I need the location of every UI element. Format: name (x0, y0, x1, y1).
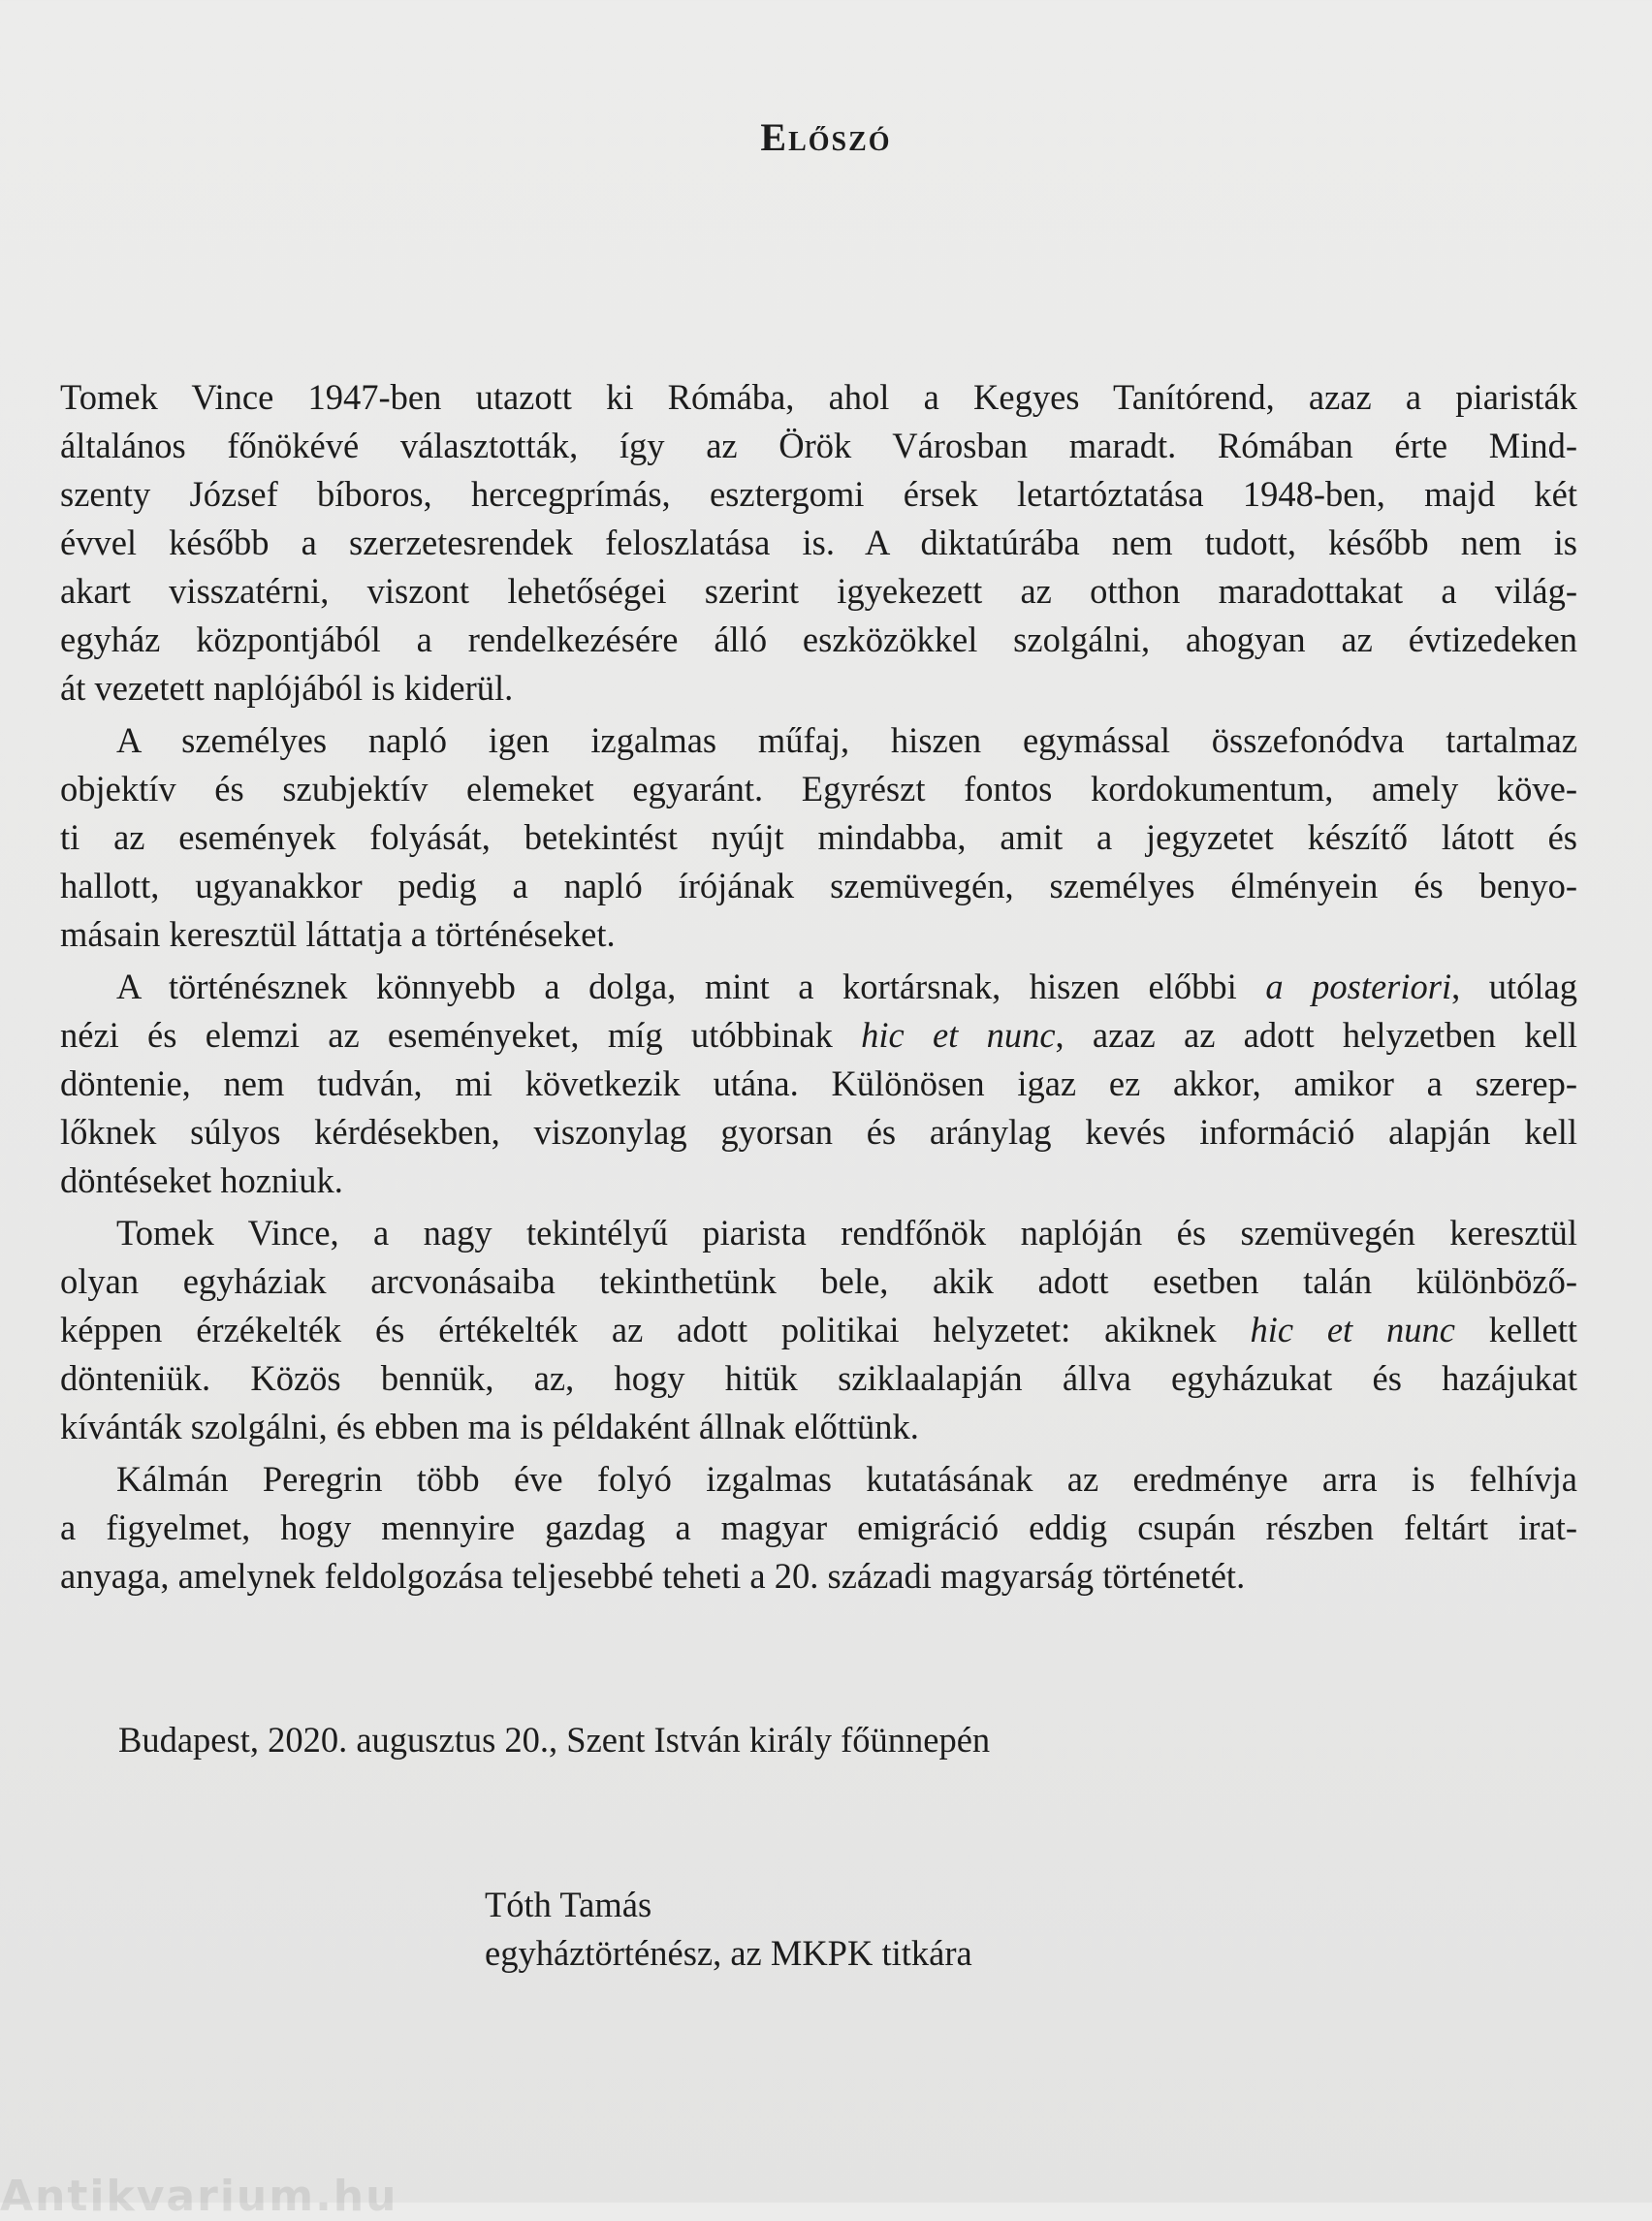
text-line: át vezetett naplójából is kiderül. (60, 668, 514, 708)
page-title: Előszó (760, 115, 892, 159)
paragraph-1 (60, 373, 1577, 713)
text-line: képpen érzékelték és értékelték az adott politikai helyzetet: akiknek hic et nunc kellett (60, 1310, 1578, 1349)
text-line: szenty József bíboros, hercegprímás, esztergomi érsek letartóztatása 1948-ben, majd két (60, 474, 1577, 514)
text-line: A személyes napló igen izgalmas műfaj, hiszen egymással összefonódva tartalmaz (116, 720, 1577, 760)
paragraph-4 (60, 1209, 1577, 1451)
paragraph-3 (60, 963, 1577, 1205)
text-line: anyaga, amelynek feldolgozása teljesebbé teheti a 20. századi magyarság történetét. (60, 1556, 1246, 1596)
text-line: nézi és elemzi az eseményeket, míg utóbbinak hic et nunc, azaz az adott helyzetben kell (60, 1015, 1577, 1055)
text-line: a figyelmet, hogy mennyire gazdag a magyar emigráció eddig csupán részben feltárt irat- (60, 1507, 1577, 1547)
signature-block (485, 1881, 972, 1978)
text-line: Tomek Vince, a nagy tekintélyű piarista rendfőnök naplóján és szemüvegén keresztül (116, 1213, 1577, 1253)
text-line: ti az események folyását, betekintést nyújt mindabba, amit a jegyzetet készítő látott és (60, 817, 1577, 857)
text-line: évvel később a szerzetesrendek feloszlatása is. A diktatúrába nem tudott, később nem is (60, 523, 1577, 562)
author-name: Tóth Tamás (485, 1885, 652, 1924)
author-title: egyháztörténész, az MKPK titkára (485, 1933, 972, 1973)
text-line: dönteniük. Közös bennük, az, hogy hitük sziklaalapján állva egyházukat és hazájukat (60, 1358, 1577, 1398)
paragraph-2 (60, 716, 1577, 959)
latin-phrase: a posteriori (1265, 967, 1452, 1006)
text-line: kívánták szolgálni, és ebben ma is példaként állnak előttünk. (60, 1407, 919, 1446)
text-line: Tomek Vince 1947-ben utazott ki Rómába, ahol a Kegyes Tanítórend, azaz a piaristák (60, 377, 1577, 417)
text-line: egyház központjából a rendelkezésére álló eszközökkel szolgálni, ahogyan az évtizedeken (60, 619, 1577, 659)
text-line: általános főnökévé választották, így az Örök Városban maradt. Rómában érte Mind- (60, 426, 1577, 465)
text-line: olyan egyháziak arcvonásaiba tekinthetünk bele, akik adott esetben talán különböző- (60, 1261, 1577, 1301)
watermark: Antikvarium.hu (0, 2172, 398, 2221)
preface-body (60, 373, 1577, 1604)
latin-phrase: hic et nunc (1250, 1310, 1455, 1349)
text-line: másain keresztül láttatja a történéseket. (60, 914, 616, 954)
text-line: akart visszatérni, viszont lehetőségei szerint igyekezett az otthon maradottakat a világ- (60, 571, 1577, 611)
latin-phrase: hic et nunc (861, 1015, 1056, 1055)
text-line: A történésznek könnyebb a dolga, mint a kortársnak, hiszen előbbi a posteriori, utólag (116, 967, 1578, 1006)
text-line: döntéseket hozniuk. (60, 1160, 343, 1200)
dateline: Budapest, 2020. augusztus 20., Szent István király főünnepén (118, 1720, 991, 1760)
text-line: Kálmán Peregrin több éve folyó izgalmas kutatásának az eredménye arra is felhívja (116, 1459, 1577, 1499)
text-line: lőknek súlyos kérdésekben, viszonylag gyorsan és aránylag kevés információ alapján kell (60, 1112, 1577, 1152)
paragraph-5 (60, 1455, 1577, 1601)
text-line: hallott, ugyanakkor pedig a napló írójának szemüvegén, személyes élményein és benyo- (60, 866, 1577, 905)
text-line: döntenie, nem tudván, mi következik utána. Különösen igaz ez akkor, amikor a szerep- (60, 1063, 1577, 1103)
text-line: objektív és szubjektív elemeket egyaránt. Egyrészt fontos kordokumentum, amely köve- (60, 769, 1577, 809)
